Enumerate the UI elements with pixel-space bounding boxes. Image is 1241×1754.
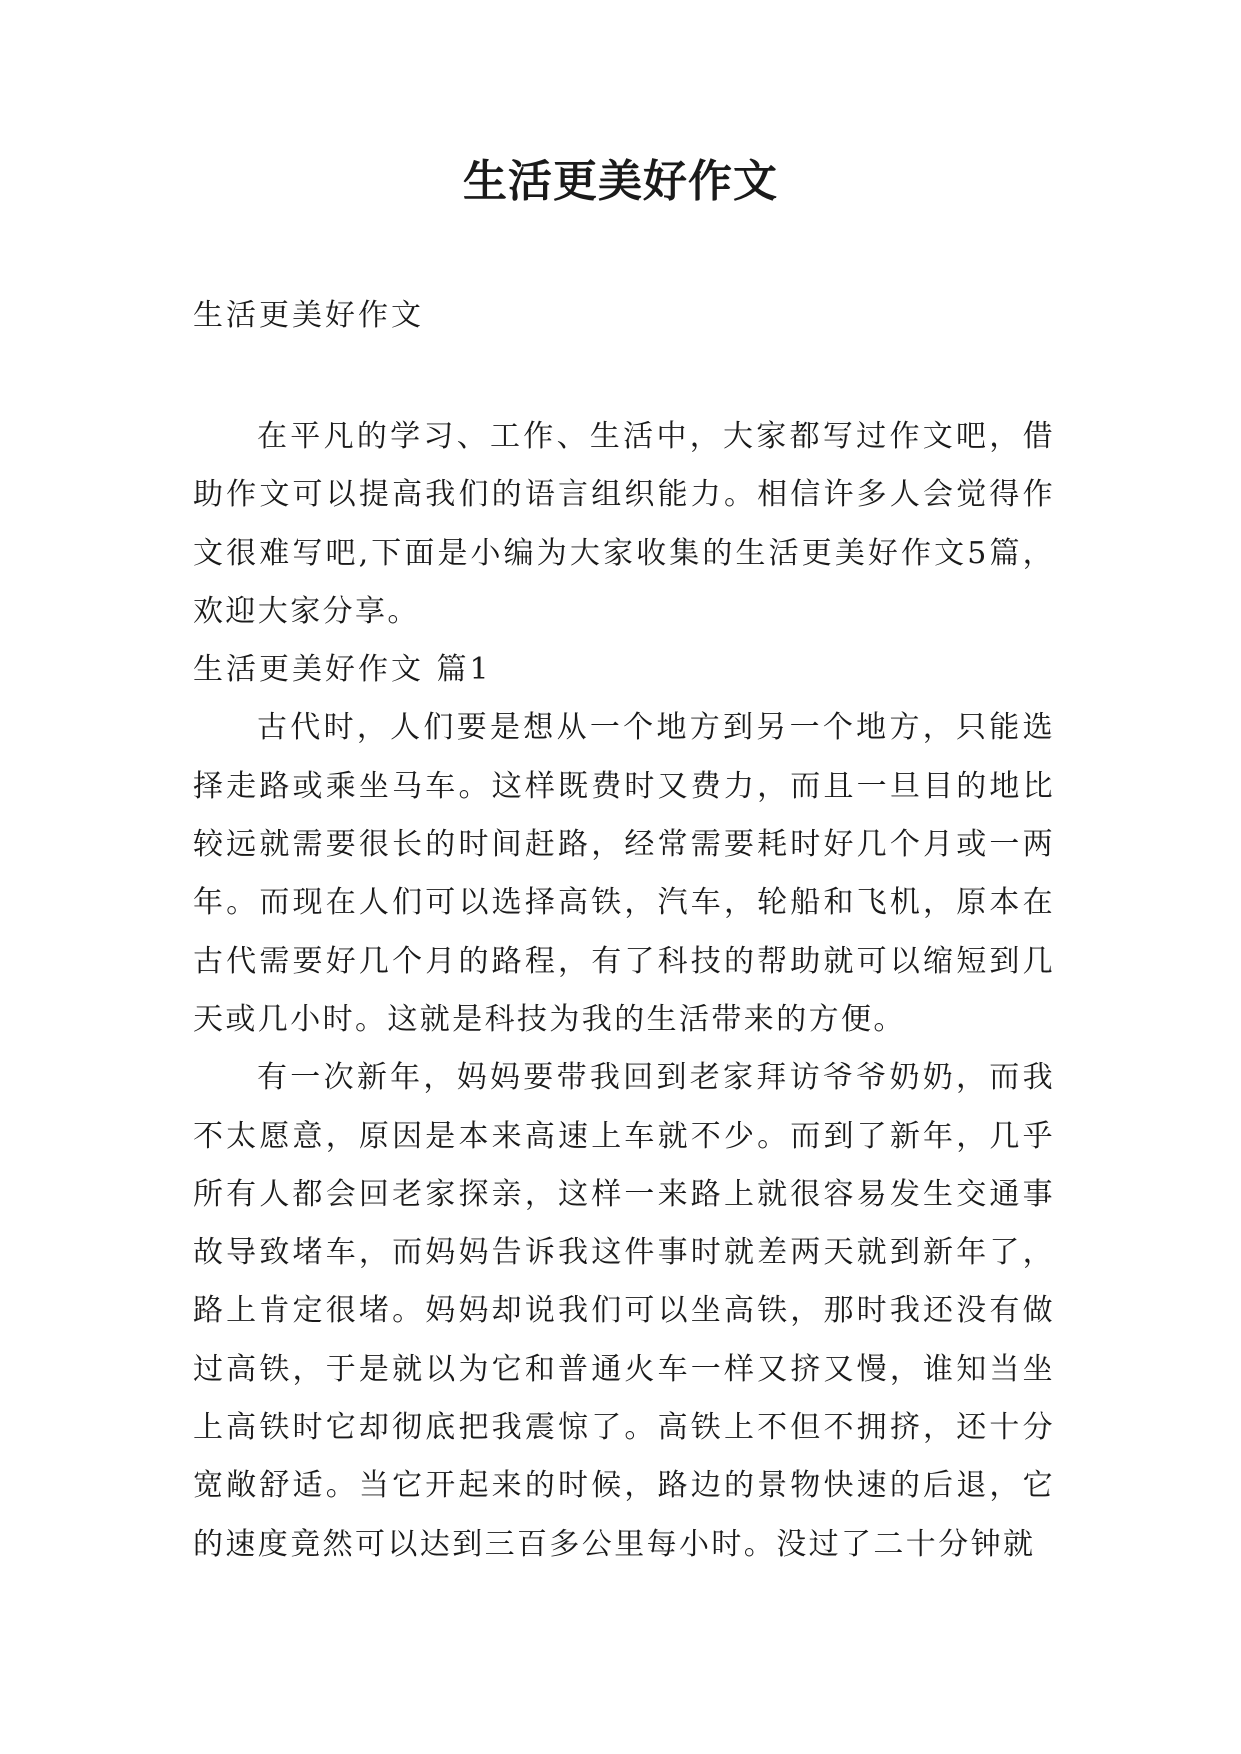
intro-paragraph: 在平凡的学习、工作、生活中，大家都写过作文吧，借助作文可以提高我们的语言组织能力。相信许多人会觉得作文很难写吧,下面是小编为大家收集的生活更美好作文5篇，欢迎大家分享。 xyxy=(193,419,1055,629)
document-body xyxy=(193,408,1055,1574)
body-paragraph-2: 有一次新年，妈妈要带我回到老家拜访爷爷奶奶，而我不太愿意，原因是本来高速上车就不少。而到了新年，几乎所有人都会回老家探亲，这样一来路上就很容易发生交通事故导致堵车，而妈妈告诉我这件事时就差两天就到新年了，路上肯定很堵。妈妈却说我们可以坐高铁，那时我还没有做过高铁，于是就以为它和普通火车一样又挤又慢，谁知当坐上高铁时它却彻底把我震惊了。高铁上不但不拥挤，还十分宽敞舒适。当它开起来的时候，路边的景物快速的后退，它的速度竟然可以达到三百多公里每小时。没过了二十分钟就 xyxy=(193,1060,1055,1562)
section-heading: 生活更美好作文 篇1 xyxy=(193,652,492,688)
body-paragraph-1: 古代时，人们要是想从一个地方到另一个地方，只能选择走路或乘坐马车。这样既费时又费力，而且一旦目的地比较远就需要很长的时间赶路，经常需要耗时好几个月或一两年。而现在人们可以选择高铁，汽车，轮船和飞机，原本在古代需要好几个月的路程，有了科技的帮助就可以缩短到几天或几小时。这就是科技为我的生活带来的方便。 xyxy=(193,710,1055,1037)
document-subtitle: 生活更美好作文 xyxy=(193,298,424,333)
document-title: 生活更美好作文 xyxy=(463,156,778,207)
